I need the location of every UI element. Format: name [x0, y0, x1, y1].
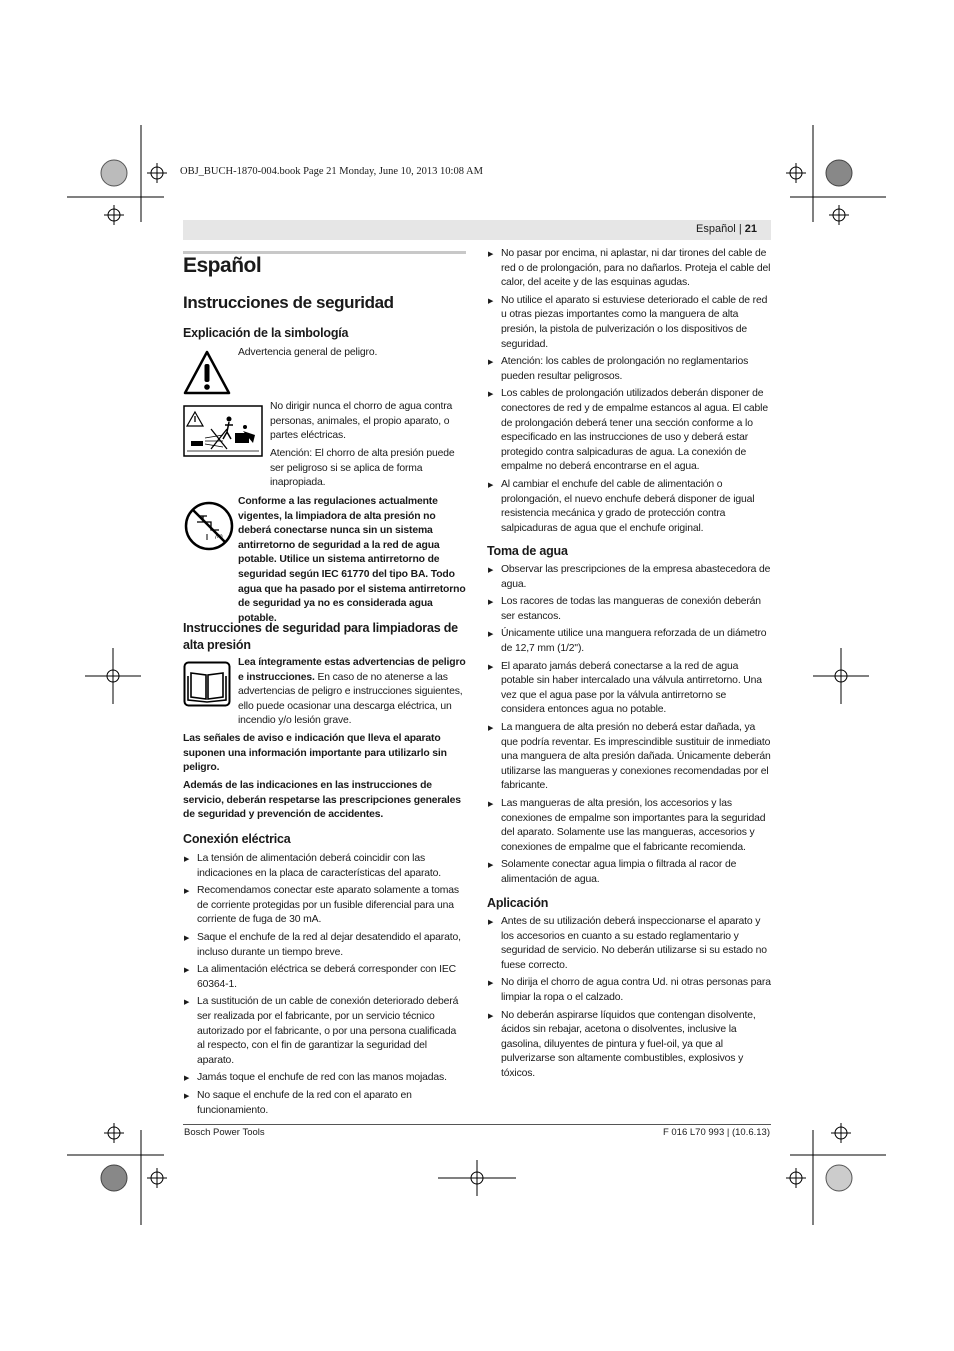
jet-warning-text: No dirigir nunca el chorro de agua contra personas, animales, el propio aparato, o partes eléctricas. [270, 401, 453, 442]
list-item: ▶ Los cables de prolongación utilizados deberán disponer de conectores de red y de empalme estancos al agua. El cable de prolongación deberá tener una sección conforme a lo especificado en las instrucciones de uso y deberá estar protegido contra salpicaduras de agua. La conexión de empalme no deberá encontrarse en el agua. [487, 387, 771, 475]
list-item: ▶ No utilice el aparato si estuviese deteriorado el cable de red u otras piezas importantes como la manguera de alta presión, la pistola de pulverización o los dispositivos de seguridad. [487, 294, 771, 352]
list-item: ▶ Los racores de todas las mangueras de conexión deberán ser estancos. [487, 595, 771, 624]
list-item: ▶ La alimentación eléctrica se deberá corresponder con IEC 60364-1. [183, 963, 466, 992]
list-item: ▶ Únicamente utilice una manguera reforzada de un diámetro de 12,7 mm (1/2"). [487, 627, 771, 656]
list-item: ▶ Atención: los cables de prolongación no reglamentarios pueden resultar peligrosos. [487, 355, 771, 384]
application-heading: Aplicación [487, 896, 549, 910]
list-item: ▶ Antes de su utilización deberá inspeccionarse el aparato y los accesorios en cuanto a su estado reglamentario y seguridad de servicio. No deberán utilizarse si su estado no fuese correcto. [487, 915, 771, 973]
read-instructions-rest: En caso de no atenerse a las advertencias de peligro e instrucciones siguientes, ello puede ocasionar una descarga eléctrica, un incendio y/o lesión grave. [238, 671, 463, 727]
water-list [487, 563, 771, 890]
page-title: Español [183, 254, 262, 277]
page-number: 21 [744, 223, 757, 235]
footer-right: F 016 L70 993 | (10.6.13) [662, 1127, 770, 1138]
list-item: ▶ Recomendamos conectar este aparato solamente a tomas de corriente protegidas por un fusible diferencial para una corriente de fuga de 30 mA. [183, 884, 466, 928]
no-drinking-water-connection-icon [183, 500, 235, 552]
warning-text: Advertencia general de peligro. [238, 347, 378, 358]
read-instructions-text [238, 656, 466, 729]
list-item: ▶ No saque el enchufe de la red con el aparato en funcionamiento. [183, 1089, 466, 1118]
symbols-heading: Explicación de la simbología [183, 326, 349, 340]
antireturn-text: Conforme a las regulaciones actualmente vigentes, la limpiadora de alta presión no deberá conectarse nunca sin un sistema antirretorno de seguridad a la red de agua potable. Utilice un sistema antirretorno de seguridad según IEC 61770 del tipo BA. Todo agua que ha pasado por el sistema antirretorno de seguridad ya no es considerada agua potable. [238, 496, 466, 624]
read-instructions-bold: Lea íntegramente estas advertencias de peligro e instrucciones. [238, 657, 466, 683]
list-item: ▶ No deberán aspirarse líquidos que contengan disolvente, ácidos sin rebajar, acetona o disolventes, inclusive la gasolina, diluyentes de pintura y fuel-oil, ya que al pulverizarse son altamente combustibles, explosivos y tóxicos. [487, 1009, 771, 1082]
list-item: ▶ El aparato jamás deberá conectarse a la red de agua potable sin haber intercalado una válvula antirretorno. Una vez que el agua pase por la válvula antirretorno se considera entonces agua no potable. [487, 660, 771, 718]
header-section: Español [696, 223, 736, 235]
water-jet-warning-icon [183, 405, 263, 457]
hp-safety-heading: Instrucciones de seguridad para limpiadoras de alta presión [183, 621, 458, 652]
footer-left: Bosch Power Tools [184, 1127, 265, 1138]
svg-text:/m: /m [215, 533, 223, 540]
application-list [487, 915, 771, 1085]
list-item: ▶ La tensión de alimentación deberá coincidir con las indicaciones en la placa de características del aparato. [183, 852, 466, 881]
section-title: Instrucciones de seguridad [183, 293, 394, 312]
list-item: ▶ No dirija el chorro de agua contra Ud. ni otras personas para limpiar la ropa o el calzado. [487, 976, 771, 1005]
electric-heading: Conexión eléctrica [183, 832, 291, 846]
jet-attention-text: Atención: El chorro de alta presión puede ser peligroso si se aplica de forma inapropiada. [270, 448, 455, 489]
list-item: ▶ La manguera de alta presión no deberá estar dañada, ya que podría reventar. Es imprescindible sustituir de inmediato una manguera de alta presión dañada. Únicamente deberán utilizarse las mangueras y conexiones recomendadas por el fabricante. [487, 721, 771, 794]
electric-list [183, 852, 466, 1121]
list-item: ▶ Observar las prescripciones de la empresa abastecedora de agua. [487, 563, 771, 592]
header-text: Español | 21 [696, 223, 757, 235]
read-manual-icon [183, 661, 231, 707]
list-item: ▶ Las mangueras de alta presión, los accesorios y las conexiones de empalme son importantes para la seguridad del aparato. Solamente use las mangueras, accesorios y conexiones de empalme que el fabricante recomienda. [487, 797, 771, 855]
list-item: ▶ Saque el enchufe de la red al dejar desatendido el aparato, incluso durante un tiempo breve. [183, 931, 466, 960]
list-item: ▶ La sustitución de un cable de conexión deteriorado deberá ser realizada por el fabricante, por un servicio técnico autorizado por el fabricante, o por una persona cualificada al respecto, con el fin de garantizar la seguridad del aparato. [183, 995, 466, 1068]
running-header [183, 220, 771, 240]
print-line: OBJ_BUCH-1870-004.book Page 21 Monday, June 10, 2013 10:08 AM [180, 166, 483, 177]
water-heading: Toma de agua [487, 544, 568, 558]
cable-list [487, 247, 771, 539]
footer-rule [183, 1124, 771, 1125]
warning-triangle-icon [183, 349, 231, 396]
list-item: ▶ No pasar por encima, ni aplastar, ni dar tirones del cable de red o de prolongación, para no dañarlos. Proteja el cable del calor, del aceite y de las esquinas agudas. [487, 247, 771, 291]
list-item: ▶ Solamente conectar agua limpia o filtrada al racor de alimentación de agua. [487, 858, 771, 887]
list-item: ▶ Jamás toque el enchufe de red con las manos mojadas. [183, 1071, 466, 1086]
list-item: ▶ Al cambiar el enchufe del cable de alimentación o prolongación, el nuevo enchufe deberá disponer de igual resistencia mecánica y grado de protección contra salpicaduras de agua que el enchufe original. [487, 478, 771, 536]
hp-safety-para2: Además de las indicaciones en las instrucciones de servicio, deberán respetarse las prescripciones generales de seguridad y prevención de accidentes. [183, 780, 461, 821]
hp-safety-para1: Las señales de aviso e indicación que lleva el aparato suponen una información importante para utilizarlo sin peligro. [183, 733, 447, 774]
